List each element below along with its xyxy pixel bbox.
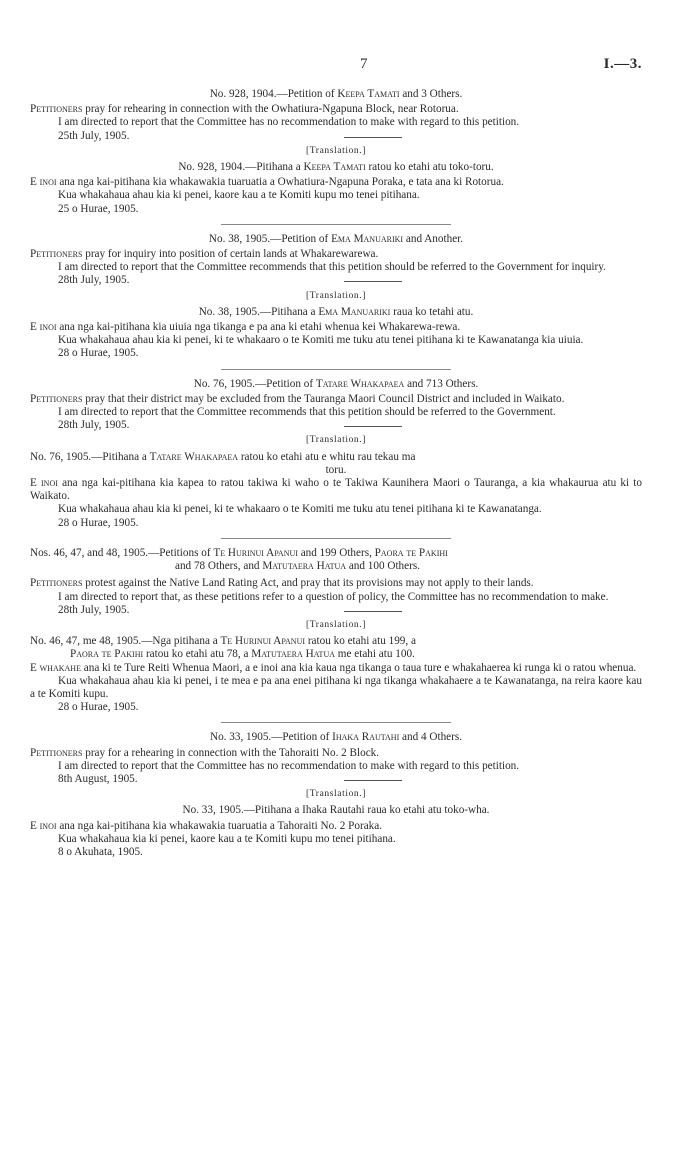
translation-title: No. 928, 1904.—Pitihana a Keepa Tamati ratou ko etahi atu toko-toru.: [178, 161, 494, 174]
translation-prayer: E inoi ana nga kai-pitihana kia kapea to ratou takiwa ki waho o te Takiwa Kaunihera Maori o Tauranga, a kia whakaurua atu ki to Waikato.: [30, 477, 643, 503]
page-header: [30, 58, 642, 88]
short-rule: [344, 137, 402, 138]
translation-title: No. 33, 1905.—Pitihana a Ihaka Rautahi raua ko etahi atu toko-wha.: [182, 804, 490, 817]
short-rule: [344, 426, 402, 427]
petition-section: [30, 731, 642, 859]
translation-label: [Translation.]: [305, 145, 367, 156]
section-divider: [221, 369, 451, 370]
translation-date: 8 o Akuhata, 1905.: [58, 845, 143, 858]
petition-prayer: Petitioners pray that their district may be excluded from the Tauranga Maori Council District and included in Waikato.: [30, 392, 565, 405]
translation-title: No. 76, 1905.—Pitihana a Tatare Whakapaea ratou ko etahi atu e whitu rau tekau ma toru.: [30, 450, 416, 476]
translation-label: [Translation.]: [305, 789, 367, 800]
translation-date: 28 o Hurae, 1905.: [58, 347, 139, 360]
section-divider: [221, 722, 451, 723]
petition-title: No. 38, 1905.—Petition of Ema Manuariki and Another.: [208, 232, 464, 245]
petition-prayer: Petitioners protest against the Native Land Rating Act, and pray that its provisions may not apply to their lands.: [30, 577, 534, 590]
translation-prayer: E inoi ana nga kai-pitihana kia uiuia nga tikanga e pa ana ki etahi whenua kei Whakarewa-rewa.: [30, 321, 461, 334]
document-reference: I.—3.: [603, 56, 642, 72]
page-number: 7: [360, 56, 368, 72]
section-divider: [221, 224, 451, 225]
report-date: 8th August, 1905.: [58, 772, 138, 785]
petition-prayer: Petitioners pray for a rehearing in connection with the Tahoraiti No. 2 Block.: [30, 746, 380, 759]
translation-report: Kua whakahaua kia ki penei, kaore kau a te Komiti kupu mo tenei pitihana.: [58, 832, 396, 845]
translation-title: No. 38, 1905.—Pitihana a Ema Manuariki raua ko tetahi atu.: [198, 305, 474, 318]
short-rule: [344, 780, 402, 781]
translation-date: 28 o Hurae, 1905.: [58, 516, 139, 529]
petition-section: [30, 378, 642, 530]
translation-prayer: E whakahe ana ki te Ture Reiti Whenua Maori, a e inoi ana kia kaua nga tikanga o taua ture e whakahaerea ki runga ki o ratou whenua.: [30, 661, 637, 674]
committee-report: I am directed to report that, as these petitions refer to a question of policy, the Committee has no recommendation to make.: [58, 590, 609, 603]
short-rule: [344, 611, 402, 612]
translation-label: [Translation.]: [305, 435, 367, 446]
petition-section: [30, 88, 642, 216]
petition-title: Nos. 46, 47, and 48, 1905.—Petitions of Te Hurinui Apanui and 199 Others, Paora te Pakihi and 78 Others, and Matutaera Hatua and 100 Others.: [30, 546, 448, 573]
report-date: 28th July, 1905.: [58, 419, 130, 432]
report-date: 28th July, 1905.: [58, 274, 130, 287]
short-rule: [344, 281, 402, 282]
translation-label: [Translation.]: [305, 290, 367, 301]
report-date: 25th July, 1905.: [58, 129, 130, 142]
committee-report: I am directed to report that the Committee has no recommendation to make with regard to this petition.: [58, 116, 520, 129]
translation-date: 25 o Hurae, 1905.: [58, 202, 139, 215]
petition-title: No. 33, 1905.—Petition of Ihaka Rautahi and 4 Others.: [209, 731, 463, 744]
translation-prayer: E inoi ana nga kai-pitihana kia whakawakia tuaruatia a Owhatiura-Ngapuna Poraka, e tata ana ki Rotorua.: [30, 176, 504, 189]
petition-prayer: Petitioners pray for rehearing in connection with the Owhatiura-Ngapuna Block, near Rotorua.: [30, 103, 459, 116]
committee-report: I am directed to report that the Committee recommends that this petition should be referred to the Government for inquiry.: [58, 261, 606, 274]
translation-title: No. 46, 47, me 48, 1905.—Nga pitihana a Te Hurinui Apanui ratou ko etahi atu 199, a Paora te Pakihi ratou ko etahi atu 78, a Matutaera Hatua me etahi atu 100.: [30, 635, 416, 661]
committee-report: I am directed to report that the Committee recommends that this petition should be referred to the Government.: [58, 406, 556, 419]
translation-date: 28 o Hurae, 1905.: [58, 701, 139, 714]
translation-report: Kua whakahaua ahau kia ki penei, kaore kau a te Komiti kupu mo tenei pitihana.: [58, 189, 420, 202]
petition-section: [30, 233, 642, 361]
translation-prayer: E inoi ana nga kai-pitihana kia whakawakia tuaruatia a Tahoraiti No. 2 Poraka.: [30, 819, 383, 832]
section-divider: [221, 538, 451, 539]
petition-title: No. 928, 1904.—Petition of Keepa Tamati and 3 Others.: [209, 88, 463, 100]
translation-report: Kua whakahaua ahau kia ki penei, ki te whakaaro o te Komiti me tuku atu tenei pitihana ki te Kawanatanga kia uiuia.: [58, 334, 584, 347]
petition-title: No. 76, 1905.—Petition of Tatare Whakapaea and 713 Others.: [193, 377, 479, 390]
translation-report: Kua whakahaua ahau kia ki penei, ki te whakaaro o te Komiti me tuku atu tenei pitihana ki te Kawanatanga.: [58, 503, 542, 516]
report-date: 28th July, 1905.: [58, 603, 130, 616]
petition-prayer: Petitioners pray for inquiry into position of certain lands at Whakarewarewa.: [30, 248, 379, 261]
translation-label: [Translation.]: [305, 619, 367, 630]
petition-section: [30, 547, 642, 714]
committee-report: I am directed to report that the Committee has no recommendation to make with regard to this petition.: [58, 759, 520, 772]
translation-report: Kua whakahaua ahau kia ki penei, i te mea e pa ana enei pitihana ki nga tikanga whakahaere a te Kawanatanga, na reira kaore kau a te Komiti kupu.: [30, 674, 642, 700]
